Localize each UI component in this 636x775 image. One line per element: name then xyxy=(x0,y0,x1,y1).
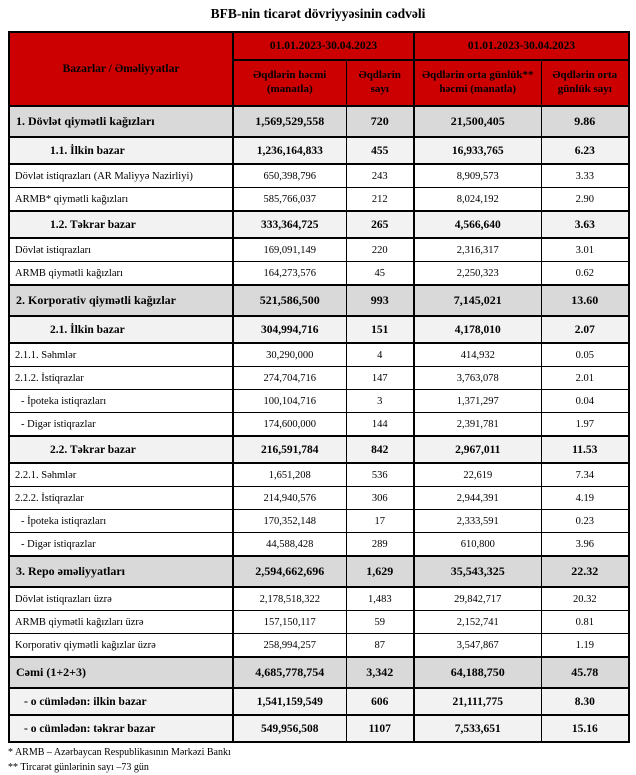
deals-volume-cell: 333,364,725 xyxy=(233,211,346,238)
deals-count-cell: 1,483 xyxy=(346,587,414,611)
deals-count-cell: 147 xyxy=(346,367,414,390)
table-row xyxy=(9,436,629,463)
avg-daily-count-cell: 22.32 xyxy=(541,556,629,587)
col-header-deals-volume: Əqdlərin həcmi (manatla) xyxy=(233,60,346,106)
table-row xyxy=(9,164,629,188)
deals-volume-cell: 170,352,148 xyxy=(233,510,346,533)
deals-volume-cell: 157,150,117 xyxy=(233,611,346,634)
avg-daily-volume-cell: 610,800 xyxy=(414,533,541,557)
deals-volume-cell: 30,290,000 xyxy=(233,343,346,367)
avg-daily-count-cell: 3.96 xyxy=(541,533,629,557)
deals-count-cell: 455 xyxy=(346,137,414,164)
avg-daily-volume-cell: 16,933,765 xyxy=(414,137,541,164)
row-label: 2.1. İlkin bazar xyxy=(9,316,233,343)
deals-count-cell: 220 xyxy=(346,238,414,262)
deals-count-cell: 17 xyxy=(346,510,414,533)
table-row xyxy=(9,285,629,316)
avg-daily-volume-cell: 21,111,775 xyxy=(414,688,541,715)
avg-daily-count-cell: 11.53 xyxy=(541,436,629,463)
table-row xyxy=(9,556,629,587)
deals-volume-cell: 164,273,576 xyxy=(233,262,346,286)
table-row xyxy=(9,510,629,533)
row-label: 2.2.1. Səhmlər xyxy=(9,463,233,487)
avg-daily-count-cell: 2.01 xyxy=(541,367,629,390)
deals-count-cell: 3 xyxy=(346,390,414,413)
avg-daily-volume-cell: 29,842,717 xyxy=(414,587,541,611)
deals-volume-cell: 1,236,164,833 xyxy=(233,137,346,164)
row-label: ARMB qiymətli kağızları üzrə xyxy=(9,611,233,634)
deals-volume-cell: 274,704,716 xyxy=(233,367,346,390)
avg-daily-volume-cell: 2,152,741 xyxy=(414,611,541,634)
avg-daily-volume-cell: 21,500,405 xyxy=(414,106,541,137)
avg-daily-count-cell: 45.78 xyxy=(541,657,629,688)
deals-count-cell: 306 xyxy=(346,487,414,510)
table-row xyxy=(9,715,629,742)
table-row xyxy=(9,611,629,634)
deals-volume-cell: 650,398,796 xyxy=(233,164,346,188)
deals-volume-cell: 521,586,500 xyxy=(233,285,346,316)
avg-daily-volume-cell: 1,371,297 xyxy=(414,390,541,413)
deals-count-cell: 1,629 xyxy=(346,556,414,587)
avg-daily-count-cell: 9.86 xyxy=(541,106,629,137)
deals-count-cell: 720 xyxy=(346,106,414,137)
avg-daily-count-cell: 0.81 xyxy=(541,611,629,634)
avg-daily-count-cell: 8.30 xyxy=(541,688,629,715)
deals-count-cell: 536 xyxy=(346,463,414,487)
deals-count-cell: 45 xyxy=(346,262,414,286)
avg-daily-count-cell: 3.63 xyxy=(541,211,629,238)
deals-count-cell: 993 xyxy=(346,285,414,316)
avg-daily-count-cell: 3.33 xyxy=(541,164,629,188)
row-label: ARMB* qiymətli kağızları xyxy=(9,188,233,212)
row-label: 2.1.1. Səhmlər xyxy=(9,343,233,367)
deals-volume-cell: 4,685,778,754 xyxy=(233,657,346,688)
row-label: Dövlət istiqrazları (AR Maliyyə Nazirliyi) xyxy=(9,164,233,188)
col-header-markets-operations: Bazarlar / Əməliyyatlar xyxy=(9,32,233,106)
row-label: - İpoteka istiqrazları xyxy=(9,390,233,413)
row-label: 2.2.2. İstiqrazlar xyxy=(9,487,233,510)
deals-count-cell: 3,342 xyxy=(346,657,414,688)
deals-volume-cell: 44,588,428 xyxy=(233,533,346,557)
deals-volume-cell: 214,940,576 xyxy=(233,487,346,510)
row-label: Korporativ qiymətli kağızlar üzrə xyxy=(9,634,233,658)
avg-daily-count-cell: 20.32 xyxy=(541,587,629,611)
table-row xyxy=(9,188,629,212)
col-header-deals-count: Əqdlərin sayı xyxy=(346,60,414,106)
avg-daily-volume-cell: 4,178,010 xyxy=(414,316,541,343)
row-label: - o cümlədən: ilkin bazar xyxy=(9,688,233,715)
deals-volume-cell: 549,956,508 xyxy=(233,715,346,742)
row-label: ARMB qiymətli kağızları xyxy=(9,262,233,286)
avg-daily-volume-cell: 64,188,750 xyxy=(414,657,541,688)
deals-count-cell: 842 xyxy=(346,436,414,463)
deals-count-cell: 144 xyxy=(346,413,414,437)
deals-volume-cell: 1,569,529,558 xyxy=(233,106,346,137)
table-row xyxy=(9,634,629,658)
table-row xyxy=(9,657,629,688)
page-title: BFB-nin ticarət dövriyyəsinin cədvəli xyxy=(0,6,636,22)
row-label: - İpoteka istiqrazları xyxy=(9,510,233,533)
table-row xyxy=(9,587,629,611)
avg-daily-volume-cell: 7,145,021 xyxy=(414,285,541,316)
avg-daily-count-cell: 0.23 xyxy=(541,510,629,533)
footnote-armb: * ARMB – Azərbaycan Respublikasının Mərkəzi Bankı xyxy=(8,746,636,761)
row-label: 2.2. Təkrar bazar xyxy=(9,436,233,463)
avg-daily-count-cell: 2.90 xyxy=(541,188,629,212)
deals-volume-cell: 169,091,149 xyxy=(233,238,346,262)
document-page xyxy=(0,6,636,775)
deals-count-cell: 1107 xyxy=(346,715,414,742)
avg-daily-count-cell: 4.19 xyxy=(541,487,629,510)
row-label: 1. Dövlət qiymətli kağızları xyxy=(9,106,233,137)
deals-volume-cell: 1,651,208 xyxy=(233,463,346,487)
avg-daily-volume-cell: 35,543,325 xyxy=(414,556,541,587)
avg-daily-count-cell: 13.60 xyxy=(541,285,629,316)
table-row xyxy=(9,343,629,367)
avg-daily-count-cell: 0.62 xyxy=(541,262,629,286)
avg-daily-count-cell: 15.16 xyxy=(541,715,629,742)
table-row xyxy=(9,106,629,137)
period-header-row xyxy=(9,32,629,60)
avg-daily-volume-cell: 2,316,317 xyxy=(414,238,541,262)
deals-count-cell: 87 xyxy=(346,634,414,658)
footnotes xyxy=(8,746,636,775)
deals-volume-cell: 2,178,518,322 xyxy=(233,587,346,611)
footnote-trading-days: ** Tircarət günlərinin sayı –73 gün xyxy=(8,761,636,775)
avg-daily-count-cell: 6.23 xyxy=(541,137,629,164)
table-row xyxy=(9,688,629,715)
period-header-2: 01.01.2023-30.04.2023 xyxy=(414,32,629,60)
row-label: 2.1.2. İstiqrazlar xyxy=(9,367,233,390)
deals-count-cell: 59 xyxy=(346,611,414,634)
table-row xyxy=(9,463,629,487)
table-row xyxy=(9,390,629,413)
table-row xyxy=(9,211,629,238)
avg-daily-volume-cell: 2,333,591 xyxy=(414,510,541,533)
avg-daily-count-cell: 0.04 xyxy=(541,390,629,413)
row-label: Dövlət istiqrazları üzrə xyxy=(9,587,233,611)
avg-daily-volume-cell: 2,391,781 xyxy=(414,413,541,437)
deals-volume-cell: 174,600,000 xyxy=(233,413,346,437)
row-label: 1.2. Təkrar bazar xyxy=(9,211,233,238)
avg-daily-volume-cell: 2,250,323 xyxy=(414,262,541,286)
deals-volume-cell: 585,766,037 xyxy=(233,188,346,212)
col-header-avg-daily-count: Əqdlərin orta günlük sayı xyxy=(541,60,629,106)
table-row xyxy=(9,413,629,437)
deals-volume-cell: 100,104,716 xyxy=(233,390,346,413)
table-header xyxy=(9,32,629,106)
trading-turnover-table xyxy=(8,31,630,743)
deals-count-cell: 4 xyxy=(346,343,414,367)
row-label: - o cümlədən: təkrar bazar xyxy=(9,715,233,742)
row-label: 1.1. İlkin bazar xyxy=(9,137,233,164)
table-row xyxy=(9,533,629,557)
avg-daily-volume-cell: 8,909,573 xyxy=(414,164,541,188)
avg-daily-volume-cell: 2,944,391 xyxy=(414,487,541,510)
deals-volume-cell: 258,994,257 xyxy=(233,634,346,658)
avg-daily-volume-cell: 4,566,640 xyxy=(414,211,541,238)
table-body xyxy=(9,106,629,742)
avg-daily-volume-cell: 2,967,011 xyxy=(414,436,541,463)
avg-daily-volume-cell: 8,024,192 xyxy=(414,188,541,212)
avg-daily-volume-cell: 22,619 xyxy=(414,463,541,487)
deals-count-cell: 289 xyxy=(346,533,414,557)
table-row xyxy=(9,316,629,343)
row-label: Cəmi (1+2+3) xyxy=(9,657,233,688)
avg-daily-volume-cell: 3,763,078 xyxy=(414,367,541,390)
table-row xyxy=(9,137,629,164)
row-label: - Digər istiqrazlar xyxy=(9,413,233,437)
row-label: Dövlət istiqrazları xyxy=(9,238,233,262)
deals-count-cell: 151 xyxy=(346,316,414,343)
row-label: 3. Repo əməliyyatları xyxy=(9,556,233,587)
avg-daily-count-cell: 1.19 xyxy=(541,634,629,658)
avg-daily-volume-cell: 3,547,867 xyxy=(414,634,541,658)
row-label: - Digər istiqrazlar xyxy=(9,533,233,557)
avg-daily-count-cell: 3.01 xyxy=(541,238,629,262)
deals-count-cell: 606 xyxy=(346,688,414,715)
deals-count-cell: 265 xyxy=(346,211,414,238)
avg-daily-count-cell: 7.34 xyxy=(541,463,629,487)
avg-daily-count-cell: 1.97 xyxy=(541,413,629,437)
table-row xyxy=(9,238,629,262)
table-row xyxy=(9,262,629,286)
deals-count-cell: 243 xyxy=(346,164,414,188)
period-header-1: 01.01.2023-30.04.2023 xyxy=(233,32,414,60)
avg-daily-count-cell: 2.07 xyxy=(541,316,629,343)
avg-daily-volume-cell: 7,533,651 xyxy=(414,715,541,742)
deals-volume-cell: 1,541,159,549 xyxy=(233,688,346,715)
col-header-avg-daily-volume: Əqdlərin orta günlük** həcmi (manatla) xyxy=(414,60,541,106)
avg-daily-count-cell: 0.05 xyxy=(541,343,629,367)
table-row xyxy=(9,367,629,390)
deals-volume-cell: 304,994,716 xyxy=(233,316,346,343)
avg-daily-volume-cell: 414,932 xyxy=(414,343,541,367)
deals-count-cell: 212 xyxy=(346,188,414,212)
deals-volume-cell: 2,594,662,696 xyxy=(233,556,346,587)
deals-volume-cell: 216,591,784 xyxy=(233,436,346,463)
row-label: 2. Korporativ qiymətli kağızlar xyxy=(9,285,233,316)
table-row xyxy=(9,487,629,510)
